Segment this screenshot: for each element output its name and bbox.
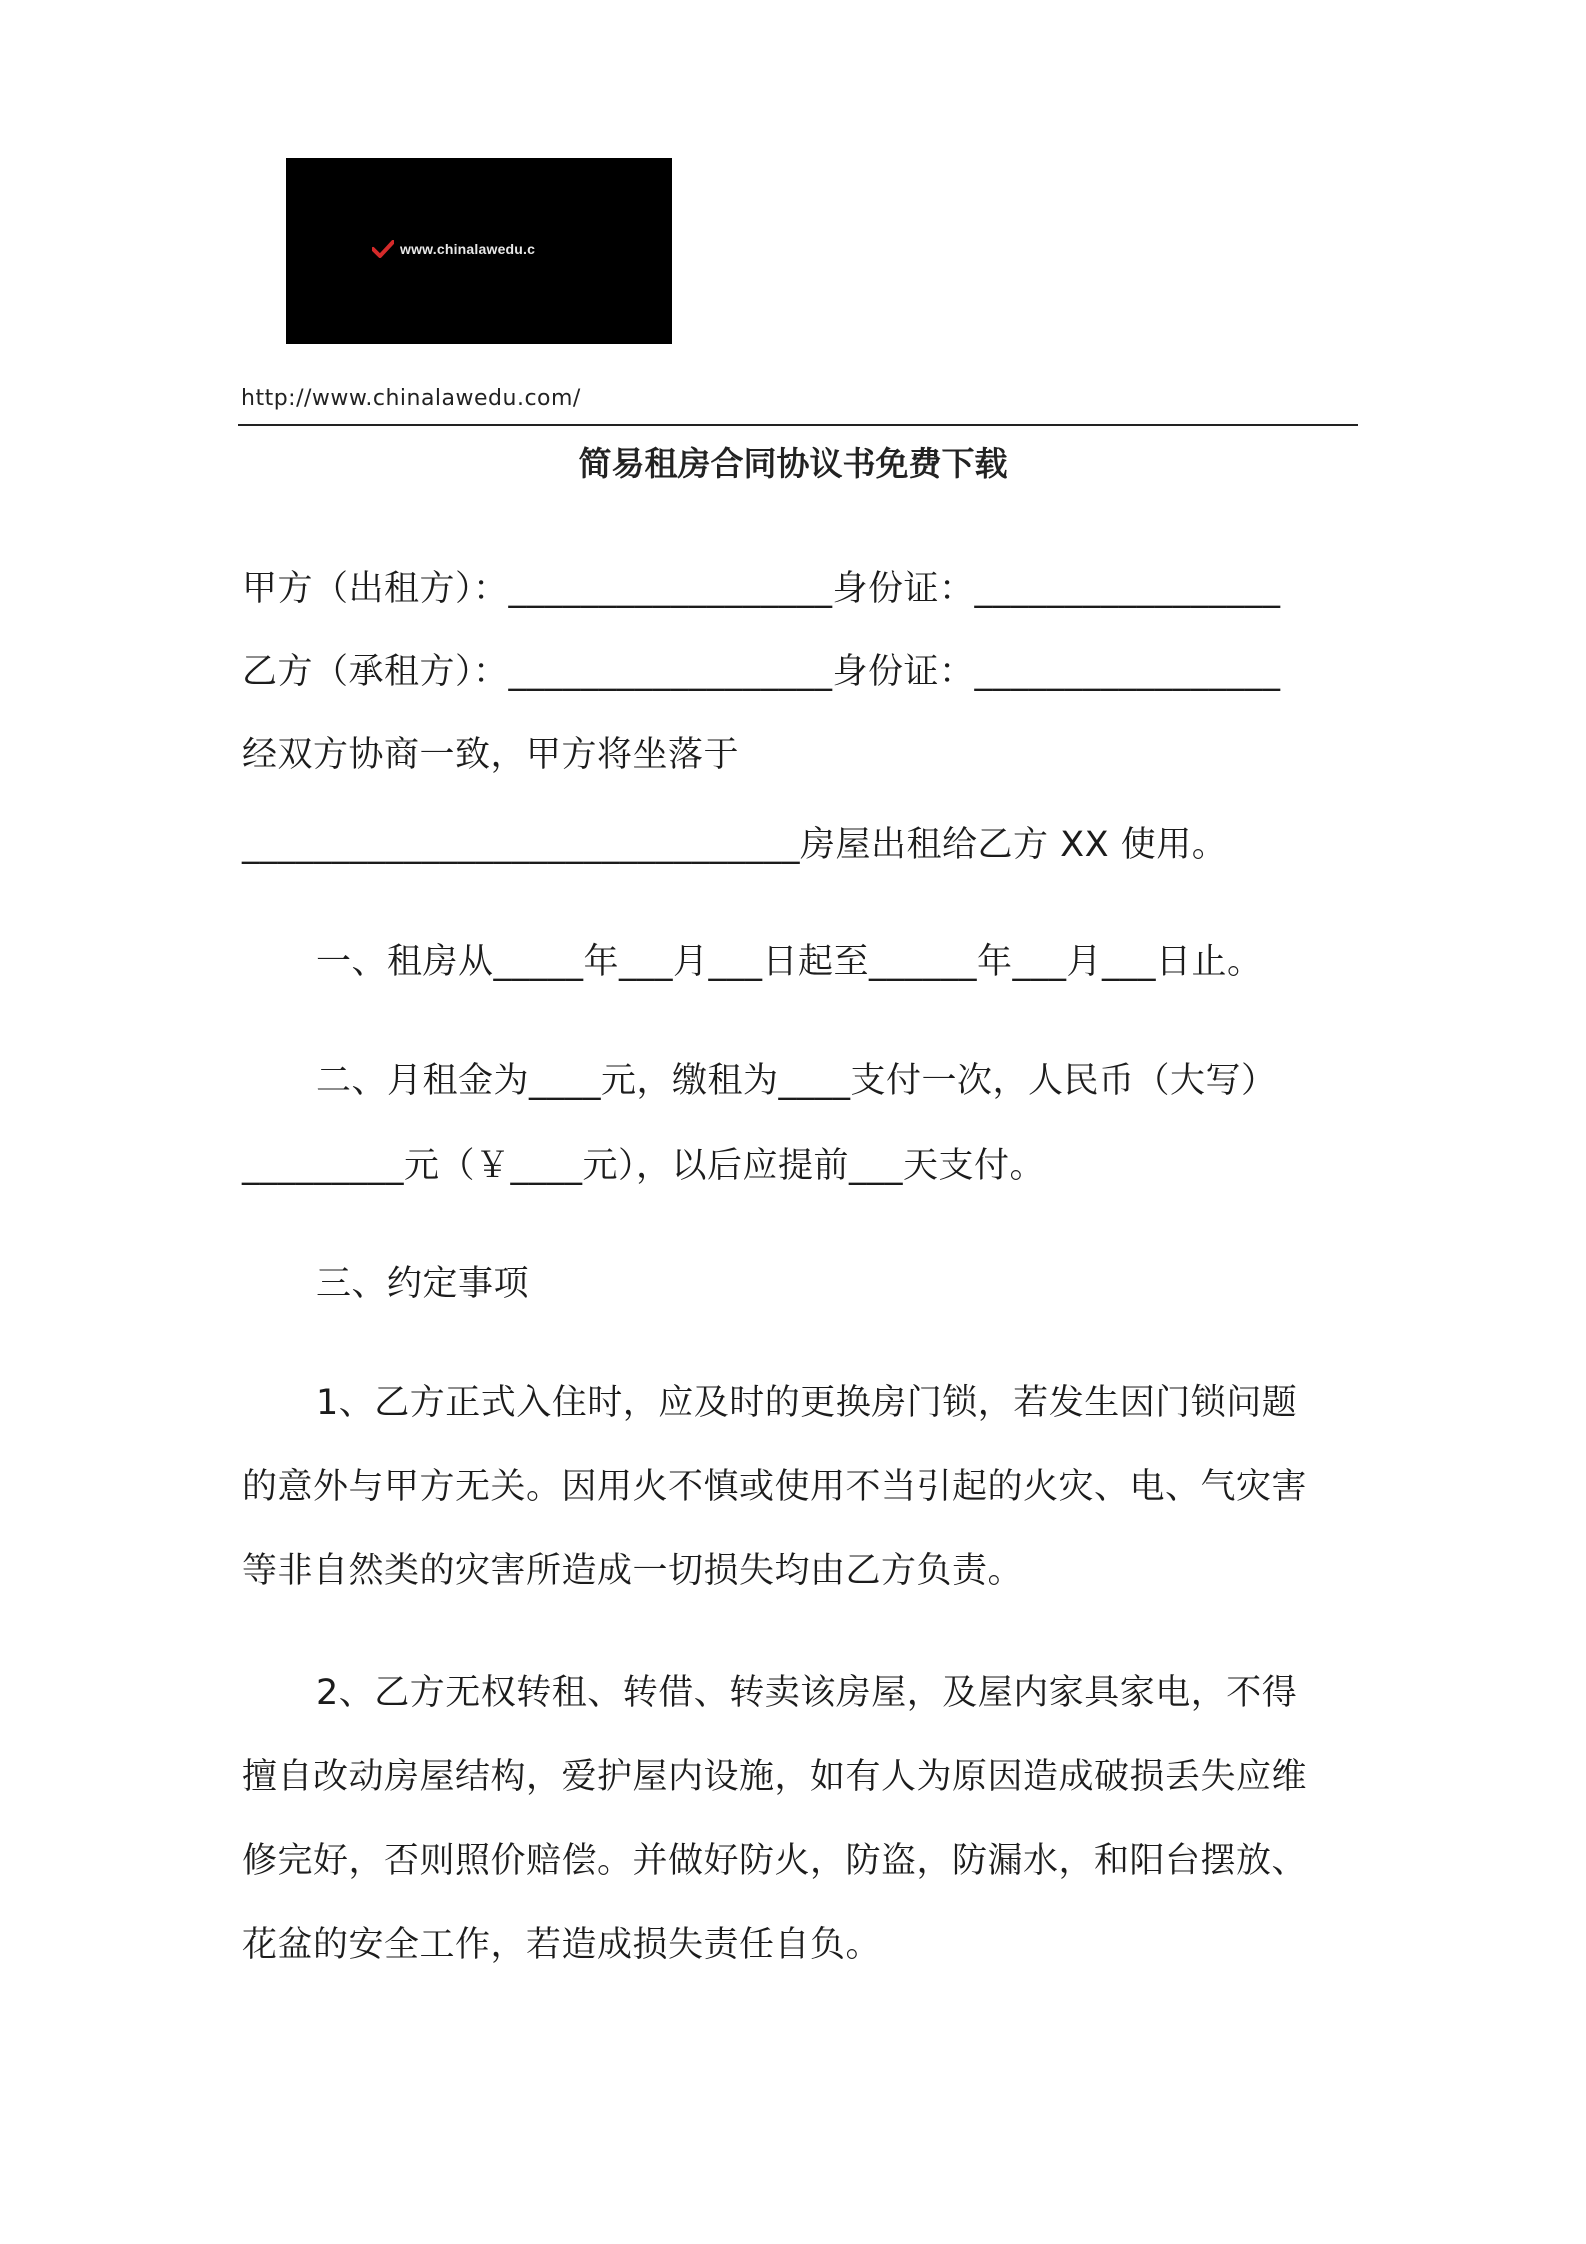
logo-text: www.chinalawedu.c [400, 241, 536, 257]
logo [372, 240, 535, 258]
header-divider [238, 424, 1358, 426]
header-url[interactable]: http://www.chinalawedu.com/ [241, 386, 581, 411]
party-a-line: 甲方（出租方）：__________________身份证：_________________ [242, 569, 1281, 609]
clause-2-rent: 二、月租金为____元，缴租为____支付一次，人民币（大写） [316, 1061, 1277, 1101]
item-2-line-1: 2、乙方无权转租、转借、转卖该房屋，及屋内家具家电，不得 [316, 1673, 1298, 1713]
item-1-line-2: 的意外与甲方无关。因用火不慎或使用不当引起的火灾、电、气灾害 [242, 1467, 1308, 1507]
clause-1-term: 一、租房从_____年___月___日起至______年___月___日止。 [316, 942, 1263, 982]
logo-banner [286, 158, 672, 344]
agreement-intro: 经双方协商一致，甲方将坐落于 [242, 735, 740, 775]
item-2-line-3: 修完好，否则照价赔偿。并做好防火，防盗，防漏水，和阳台摆放、 [242, 1841, 1308, 1881]
checkmark-icon [372, 240, 394, 258]
clause-2-rent-cont: _________元（￥____元），以后应提前___天支付。 [242, 1146, 1046, 1186]
document-title: 简易租房合同协议书免费下载 [578, 444, 1008, 483]
item-1-line-1: 1、乙方正式入住时，应及时的更换房门锁，若发生因门锁问题 [316, 1383, 1298, 1423]
item-2-line-4: 花盆的安全工作，若造成损失责任自负。 [242, 1925, 882, 1965]
item-1-line-3: 等非自然类的灾害所造成一切损失均由乙方负责。 [242, 1551, 1024, 1591]
item-2-line-2: 擅自改动房屋结构，爱护屋内设施，如有人为原因造成破损丢失应维 [242, 1757, 1308, 1797]
clause-3-heading: 三、约定事项 [316, 1264, 530, 1304]
property-line: _______________________________房屋出租给乙方 XX 使用。 [242, 825, 1228, 865]
party-b-line: 乙方（承租方）：__________________身份证：_________________ [242, 652, 1281, 692]
